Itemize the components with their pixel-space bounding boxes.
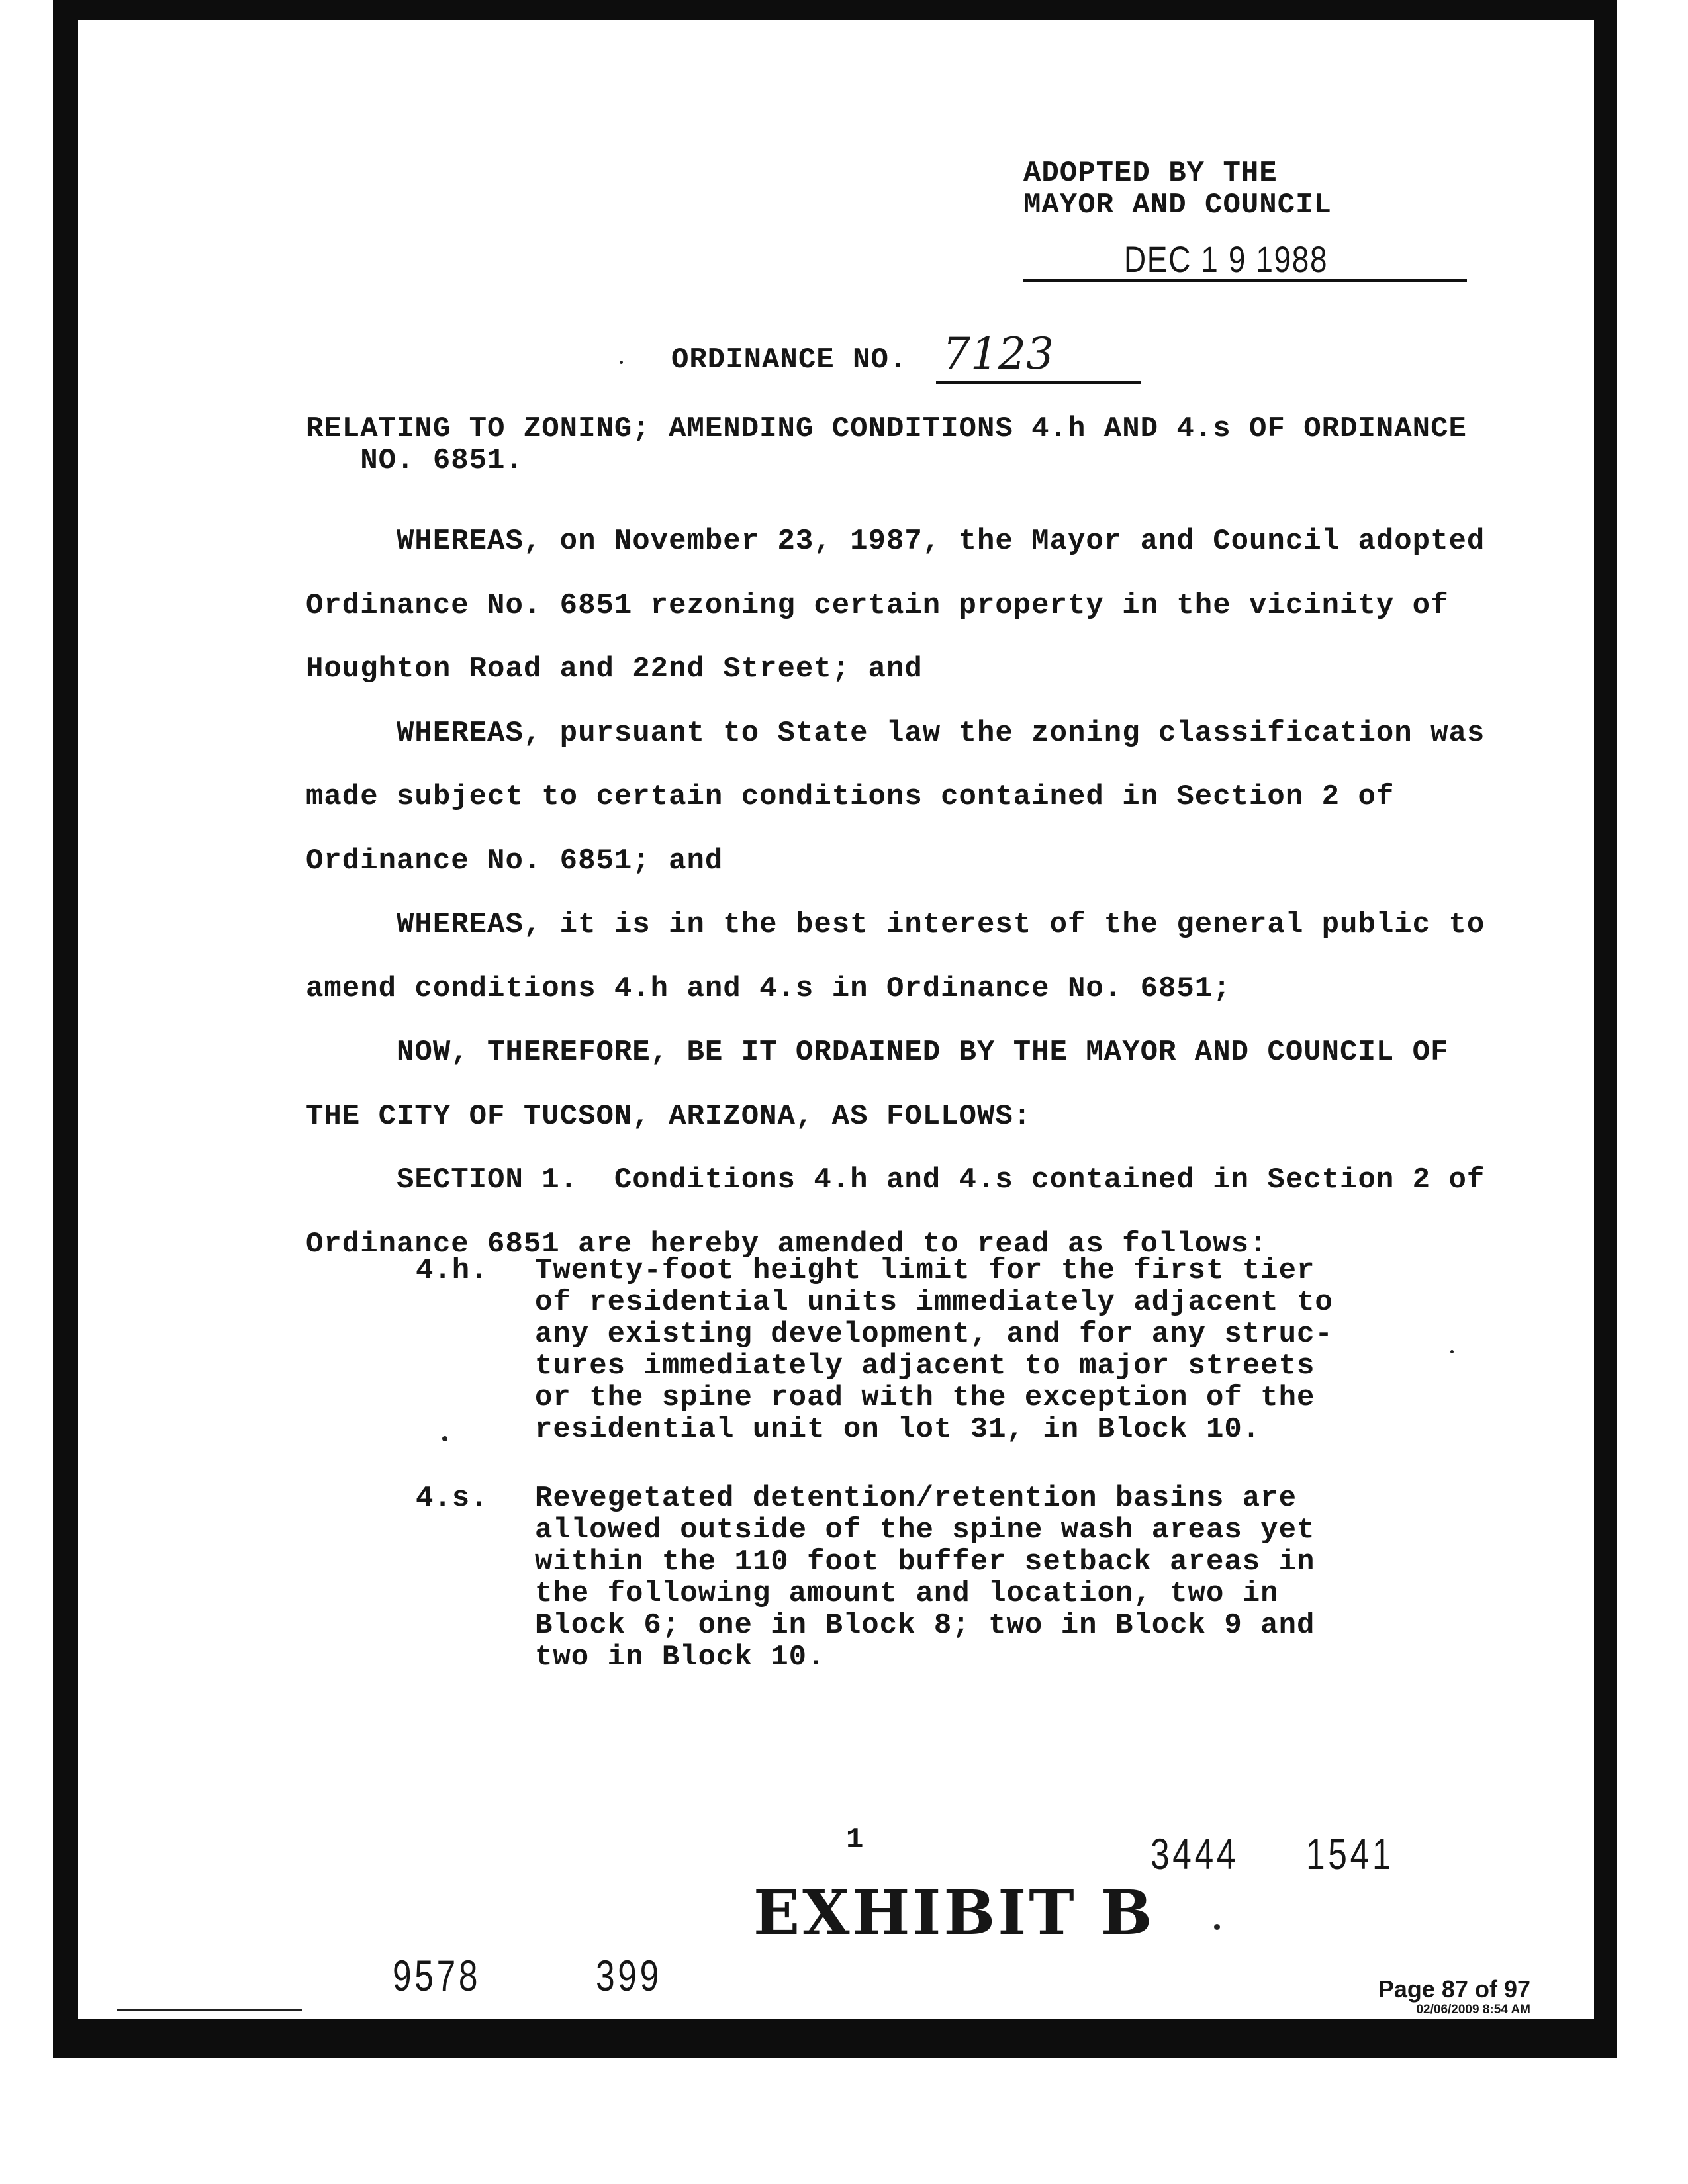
document-page <box>78 20 1594 2019</box>
condition-4h-text: Twenty-foot height limit for the first tier of residential units immediately adjacent to any existing development, and for any struc- tures immediately adjacent to major streets or the spine road with the exception of the residential unit on lot 31, in Block 10. <box>535 1254 1333 1446</box>
condition-4s-number: 4.s. <box>416 1482 489 1515</box>
docket-stamp: 3444 <box>1150 1829 1239 1878</box>
adoption-line-1: ADOPTED BY THE <box>1023 157 1278 190</box>
scan-speck <box>442 1436 447 1441</box>
ordinance-number: 7123 <box>943 328 1054 379</box>
condition-4s-text: Revegetated detention/retention basins are allowed outside of the spine wash areas yet within the 110 foot buffer setback areas in the following amount and location, two in Block 6; one in Block 8; two in Block 9 and two in Block 10. <box>535 1482 1315 1674</box>
scan-speck <box>1450 1350 1454 1353</box>
print-timestamp: 02/06/2009 8:54 AM <box>1416 2003 1530 2017</box>
docket-page-stamp: 1541 <box>1306 1829 1395 1878</box>
scan-speck <box>1214 1924 1220 1930</box>
page-counter: Page 87 of 97 <box>1378 1976 1530 2003</box>
ordinance-body: WHEREAS, on November 23, 1987, the Mayor and Council adopted Ordinance No. 6851 rezoning certain property in the vicinity of Houghton Road and 22nd Street; and WHEREAS, pursuant to State law the zoning classification was made subject to certain conditions contained in Section 2 of Ordinance No. 6851; and WHEREAS, it is in the best interest of the general public to amend conditions 4.h and 4.s in Ordinance No. 6851; NOW, THEREFORE, BE IT ORDAINED BY THE MAYOR AND COUNCIL OF THE CITY OF TUCSON, ARIZONA, AS FOLLOWS: SECTION 1. Conditions 4.h and 4.s contained in Section 2 of Ordinance 6851 are hereby amended to read as follows: <box>306 525 1485 1261</box>
condition-4h-number: 4.h. <box>416 1254 489 1287</box>
page-number: 1 <box>846 1823 865 1856</box>
ordinance-label: ORDINANCE NO. <box>671 343 908 377</box>
adoption-date-line <box>1023 279 1467 282</box>
footer-rule <box>117 2009 302 2011</box>
exhibit-label: EXHIBIT B <box>753 1877 1155 1948</box>
record-book-stamp: 9578 <box>393 1951 481 2000</box>
adoption-notice <box>1023 158 1332 221</box>
adoption-date-stamp: DEC 1 9 1988 <box>1124 238 1329 280</box>
ordinance-heading: RELATING TO ZONING; AMENDING CONDITIONS 4.h AND 4.s OF ORDINANCE NO. 6851. <box>306 412 1467 477</box>
record-page-stamp: 399 <box>596 1951 662 2000</box>
ordinance-number-line <box>936 381 1141 384</box>
scan-speck <box>620 361 623 364</box>
adoption-line-2: MAYOR AND COUNCIL <box>1023 189 1332 222</box>
